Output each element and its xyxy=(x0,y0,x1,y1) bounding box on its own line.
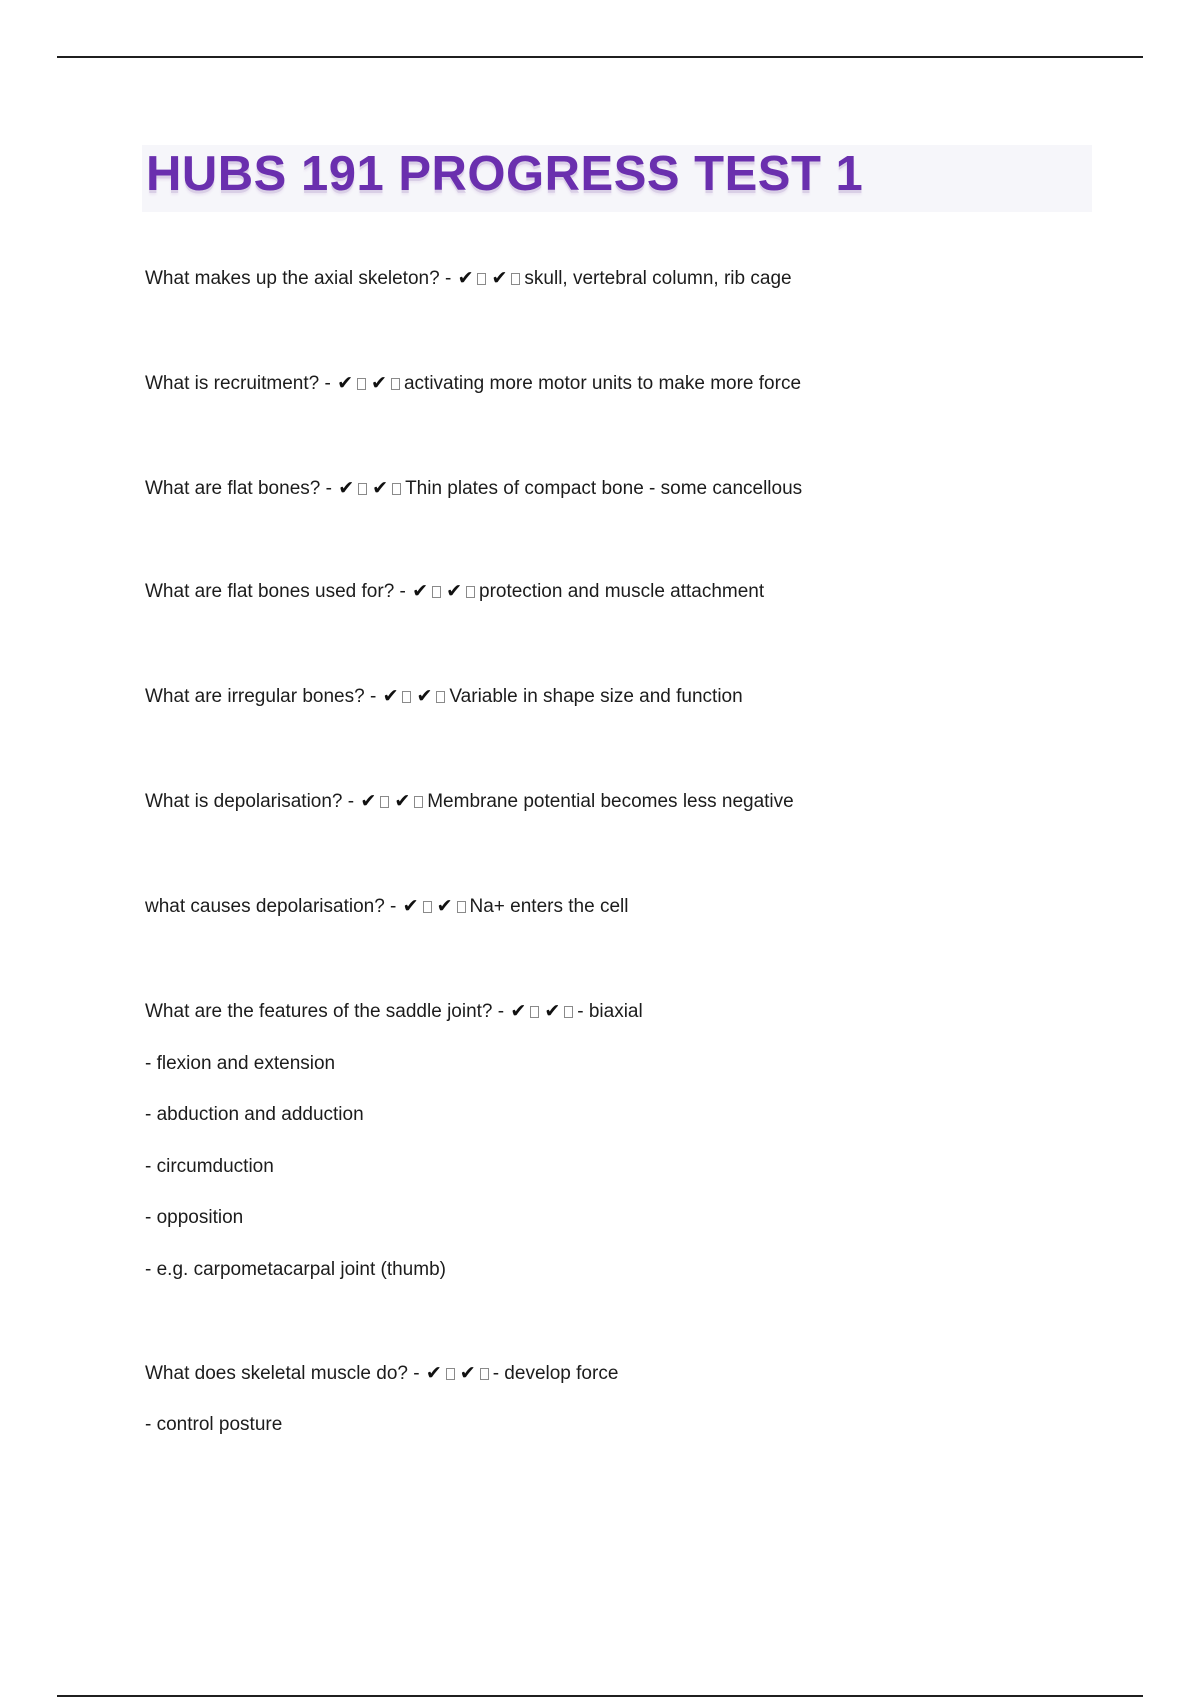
missing-glyph-box-icon xyxy=(380,796,389,808)
check-mark-icon: ✔ xyxy=(457,267,474,289)
check-mark-icon: ✔ xyxy=(402,895,419,917)
qa-item xyxy=(145,789,794,814)
check-mark-icon: ✔ xyxy=(446,580,462,602)
question-text: What makes up the axial skeleton? xyxy=(145,268,440,289)
question-text: What are the features of the saddle joint? xyxy=(145,1001,493,1022)
missing-glyph-box-icon xyxy=(432,586,441,598)
separator: - xyxy=(492,1001,510,1022)
separator: - xyxy=(320,478,338,499)
missing-glyph-box-icon xyxy=(423,901,432,913)
separator: - xyxy=(407,1363,425,1384)
check-mark-icon: ✔ xyxy=(372,477,389,499)
check-mark-icon: ✔ xyxy=(544,1000,561,1022)
check-mark-icon: ✔ xyxy=(360,790,377,812)
missing-glyph-box-icon xyxy=(357,378,366,390)
check-mark-icon: ✔ xyxy=(338,477,355,499)
missing-glyph-box-icon xyxy=(358,483,367,495)
missing-glyph-box-icon xyxy=(480,1368,489,1380)
check-mark-icon: ✔ xyxy=(337,372,354,394)
check-mark-icon: ✔ xyxy=(425,1362,442,1384)
check-mark-icon: ✔ xyxy=(510,1000,527,1022)
bottom-rule xyxy=(57,1695,1143,1697)
check-mark-icon: ✔ xyxy=(436,895,453,917)
separator: - xyxy=(439,268,457,289)
qa-item xyxy=(145,1361,618,1386)
missing-glyph-box-icon xyxy=(457,901,466,913)
question-text: What is recruitment? xyxy=(145,373,320,394)
question-text: what causes depolarisation? xyxy=(145,896,385,917)
missing-glyph-box-icon xyxy=(530,1006,539,1018)
answer-continuation: - circumduction xyxy=(145,1156,274,1177)
answer-text: Membrane potential becomes less negative xyxy=(427,791,794,812)
question-text: What are flat bones? xyxy=(145,478,321,499)
answer-continuation: - control posture xyxy=(145,1414,283,1435)
check-mark-icon: ✔ xyxy=(371,372,387,394)
question-text: What does skeletal muscle do? xyxy=(145,1363,408,1384)
qa-item xyxy=(145,476,802,501)
question-text: What is depolarisation? xyxy=(145,791,343,812)
answer-text: Thin plates of compact bone - some cancellous xyxy=(405,478,803,499)
missing-glyph-box-icon xyxy=(402,691,411,703)
answer-continuation: - e.g. carpometacarpal joint (thumb) xyxy=(145,1259,446,1280)
qa-item xyxy=(145,579,764,604)
check-mark-icon: ✔ xyxy=(394,790,411,812)
missing-glyph-box-icon xyxy=(392,483,401,495)
missing-glyph-box-icon xyxy=(511,273,520,285)
qa-item xyxy=(145,684,743,709)
separator: - xyxy=(394,581,412,602)
answer-continuation: - flexion and extension xyxy=(145,1053,336,1074)
missing-glyph-box-icon xyxy=(391,378,400,390)
answer-text: skull, vertebral column, rib cage xyxy=(524,268,792,289)
answer-text: activating more motor units to make more force xyxy=(403,373,802,394)
answer-text: - biaxial xyxy=(577,1001,643,1022)
separator: - xyxy=(319,373,337,394)
check-mark-icon: ✔ xyxy=(382,685,399,707)
qa-item xyxy=(145,371,801,396)
check-mark-icon: ✔ xyxy=(412,580,429,602)
answer-continuation: - abduction and adduction xyxy=(145,1104,364,1125)
separator: - xyxy=(342,791,360,812)
top-rule xyxy=(57,56,1143,58)
separator: - xyxy=(364,686,382,707)
qa-item xyxy=(145,266,792,291)
document-title: HUBS 191 PROGRESS TEST 1 xyxy=(146,147,864,201)
check-mark-icon: ✔ xyxy=(416,685,433,707)
missing-glyph-box-icon xyxy=(564,1006,573,1018)
answer-text: Variable in shape size and function xyxy=(449,686,743,707)
answer-text: protection and muscle attachment xyxy=(479,581,765,602)
qa-item xyxy=(145,999,643,1024)
question-text: What are flat bones used for? xyxy=(145,581,395,602)
separator: - xyxy=(384,896,402,917)
missing-glyph-box-icon xyxy=(414,796,423,808)
answer-text: - develop force xyxy=(492,1363,619,1384)
check-mark-icon: ✔ xyxy=(491,267,508,289)
answer-text: Na+ enters the cell xyxy=(469,896,629,917)
missing-glyph-box-icon xyxy=(436,691,445,703)
qa-item xyxy=(145,894,628,919)
missing-glyph-box-icon xyxy=(466,586,475,598)
missing-glyph-box-icon xyxy=(446,1368,455,1380)
check-mark-icon: ✔ xyxy=(459,1362,476,1384)
missing-glyph-box-icon xyxy=(477,273,486,285)
question-text: What are irregular bones? xyxy=(145,686,365,707)
answer-continuation: - opposition xyxy=(145,1207,244,1228)
